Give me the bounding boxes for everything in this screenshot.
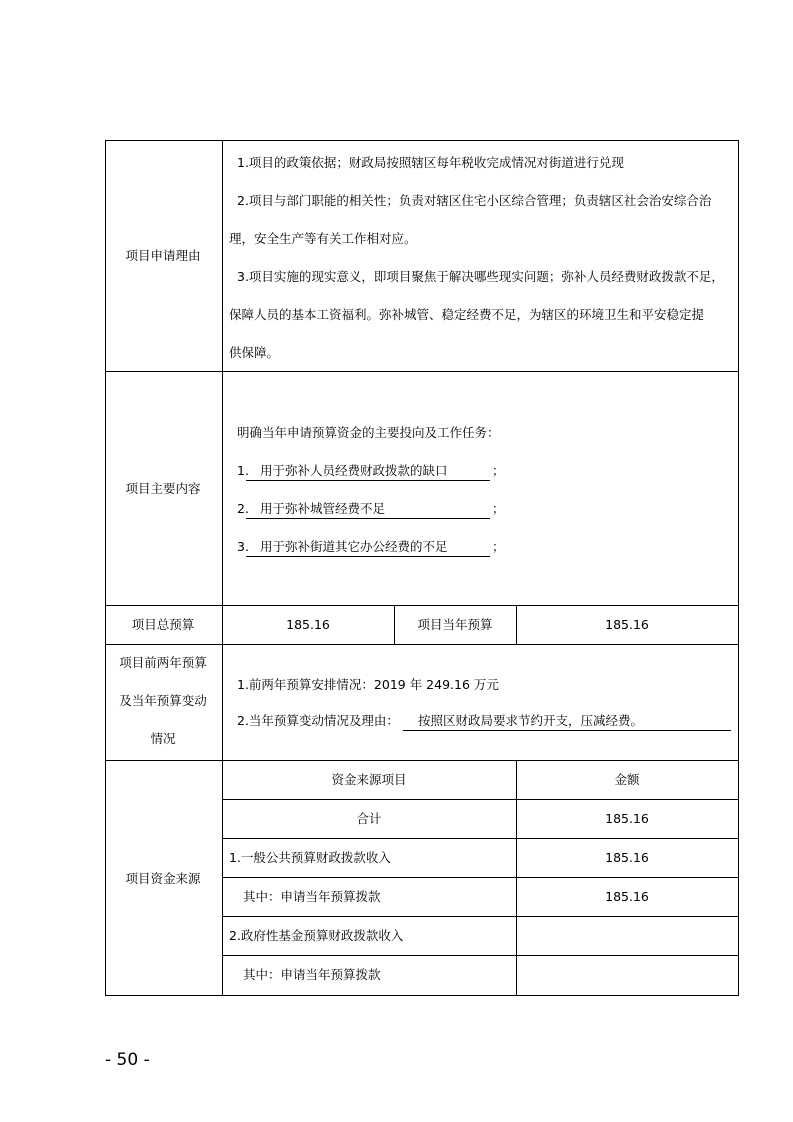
- funds-header-amount: 金额: [614, 772, 640, 787]
- funds-row-1-source: 合计: [356, 811, 382, 826]
- funds-row-3-amount: 185.16: [605, 889, 649, 904]
- content-item-3-underline: [246, 556, 490, 557]
- change-line-1: 1.前两年预算安排情况：2019 年 249.16 万元: [237, 677, 499, 692]
- funds-row-5-source: 其中：申请当年预算拨款: [243, 967, 381, 982]
- funds-row-2-source: 1.一般公共预算财政拨款收入: [229, 850, 391, 865]
- content-item-2-end: ；: [492, 501, 505, 516]
- content-item-1-text: 用于弥补人员经费财政拨款的缺口: [260, 463, 448, 478]
- reason-line-4: 3.项目实施的现实意义，即项目聚焦于解决哪些现实问题；弥补人员经费财政拨款不足，: [237, 269, 724, 284]
- funds-label: 项目资金来源: [125, 871, 201, 886]
- content-item-3-num: 3.: [237, 539, 249, 554]
- reason-line-5: 保障人员的基本工资福利。弥补城管、稳定经费不足，为辖区的环境卫生和平安稳定提: [229, 307, 705, 322]
- funds-row-4-source: 2.政府性基金预算财政拨款收入: [229, 928, 404, 943]
- funds-row-1-amount: 185.16: [605, 811, 649, 826]
- content-item-2-num: 2.: [237, 501, 249, 516]
- change-label-line-3: 情况: [150, 731, 176, 746]
- funds-header-source: 资金来源项目: [331, 772, 407, 787]
- page-number: - 50 -: [105, 1050, 150, 1070]
- reason-label: 项目申请理由: [125, 248, 201, 263]
- budget-total-value: 185.16: [286, 617, 330, 632]
- budget-year-label: 项目当年预算: [417, 617, 493, 632]
- content-item-1-num: 1.: [237, 463, 249, 478]
- change-line-2-value: 按照区财政局要求节约开支，压减经费。: [418, 713, 644, 728]
- content-item-1-end: ；: [492, 463, 505, 478]
- reason-line-2: 2.项目与部门职能的相关性；负责对辖区住宅小区综合管理；负责辖区社会治安综合治: [237, 193, 712, 208]
- content-intro: 明确当年申请预算资金的主要投向及工作任务：: [237, 425, 500, 440]
- reason-line-1: 1.项目的政策依据；财政局按照辖区每年税收完成情况对街道进行兑现: [237, 155, 624, 170]
- content-item-2-text: 用于弥补城管经费不足: [260, 501, 386, 516]
- funds-row-2-amount: 185.16: [605, 850, 649, 865]
- content-label: 项目主要内容: [125, 481, 201, 496]
- content-item-1-underline: [246, 480, 490, 481]
- change-label-line-2: 及当年预算变动: [119, 693, 207, 708]
- content-item-3-text: 用于弥补街道其它办公经费的不足: [260, 539, 448, 554]
- budget-year-value: 185.16: [605, 617, 649, 632]
- reason-line-6: 供保障。: [229, 345, 280, 360]
- change-line-2-underline: [403, 730, 731, 731]
- change-line-2-prefix: 2.当年预算变动情况及理由：: [237, 713, 399, 728]
- funds-row-3-source: 其中：申请当年预算拨款: [243, 889, 381, 904]
- content-item-2-underline: [246, 518, 490, 519]
- change-label-line-1: 项目前两年预算: [119, 655, 207, 670]
- budget-total-label: 项目总预算: [131, 617, 195, 632]
- content-item-3-end: ；: [492, 539, 505, 554]
- reason-line-3: 理，安全生产等有关工作相对应。: [229, 231, 417, 246]
